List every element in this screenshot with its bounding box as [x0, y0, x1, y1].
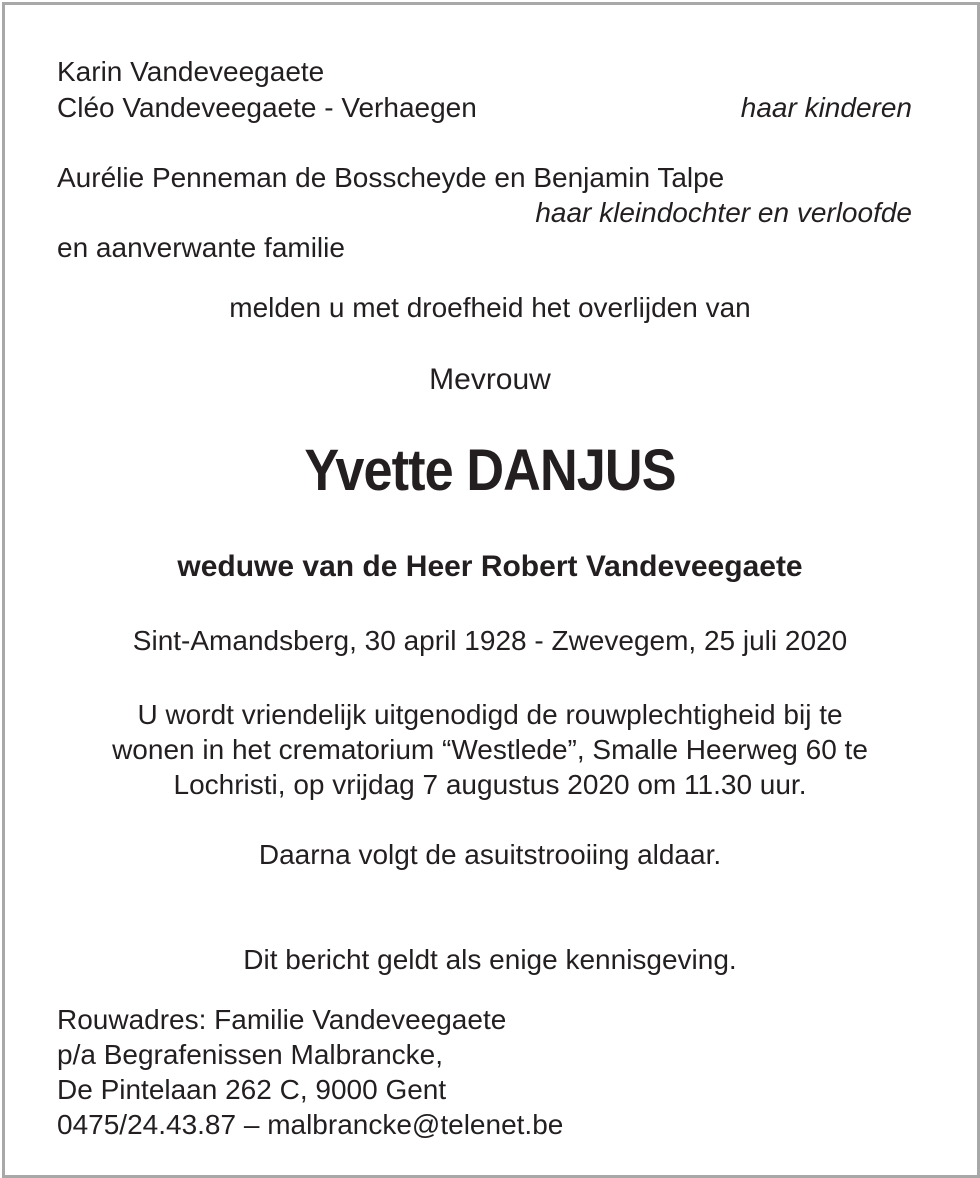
- children-role: haar kinderen: [740, 92, 912, 123]
- notice-text: Dit bericht geldt als enige kennisgeving.: [243, 944, 737, 975]
- announcement-text: melden u met droefheid het overlijden van: [229, 292, 751, 323]
- family-child-1: Karin Vandeveegaete: [57, 56, 325, 87]
- family-relatives: en aanverwante familie: [57, 232, 345, 263]
- deceased-name: Yvette DANJUS: [304, 438, 676, 503]
- address-line-2: p/a Begrafenissen Malbrancke,: [57, 1039, 443, 1070]
- ceremony-invitation: [0, 697, 980, 802]
- address-line-1: Rouwadres: Familie Vandeveegaete: [57, 1004, 507, 1035]
- grandchild-role: haar kleindochter en verloofde: [535, 197, 912, 228]
- address-line-3: De Pintelaan 262 C, 9000 Gent: [57, 1074, 447, 1105]
- deceased-title: Mevrouw: [429, 363, 551, 396]
- address-line-4: 0475/24.43.87 – malbrancke@telenet.be: [57, 1109, 564, 1140]
- widow-of: weduwe van de Heer Robert Vandeveegaete: [177, 550, 803, 583]
- ceremony-line-1: U wordt vriendelijk uitgenodigd de rouwplechtigheid bij te: [137, 699, 843, 730]
- life-dates: Sint-Amandsberg, 30 april 1928 - Zwevegem, 25 juli 2020: [132, 625, 848, 656]
- family-grandchild: Aurélie Penneman de Bosscheyde en Benjamin Talpe: [57, 162, 725, 193]
- ceremony-line-2: wonen in het crematorium “Westlede”, Smalle Heerweg 60 te: [112, 734, 868, 765]
- ceremony-line-3: Lochristi, op vrijdag 7 augustus 2020 om 11.30 uur.: [173, 769, 807, 800]
- family-child-2: Cléo Vandeveegaete - Verhaegen: [57, 92, 477, 123]
- ceremony-after: Daarna volgt de asuitstrooiing aldaar.: [258, 839, 722, 870]
